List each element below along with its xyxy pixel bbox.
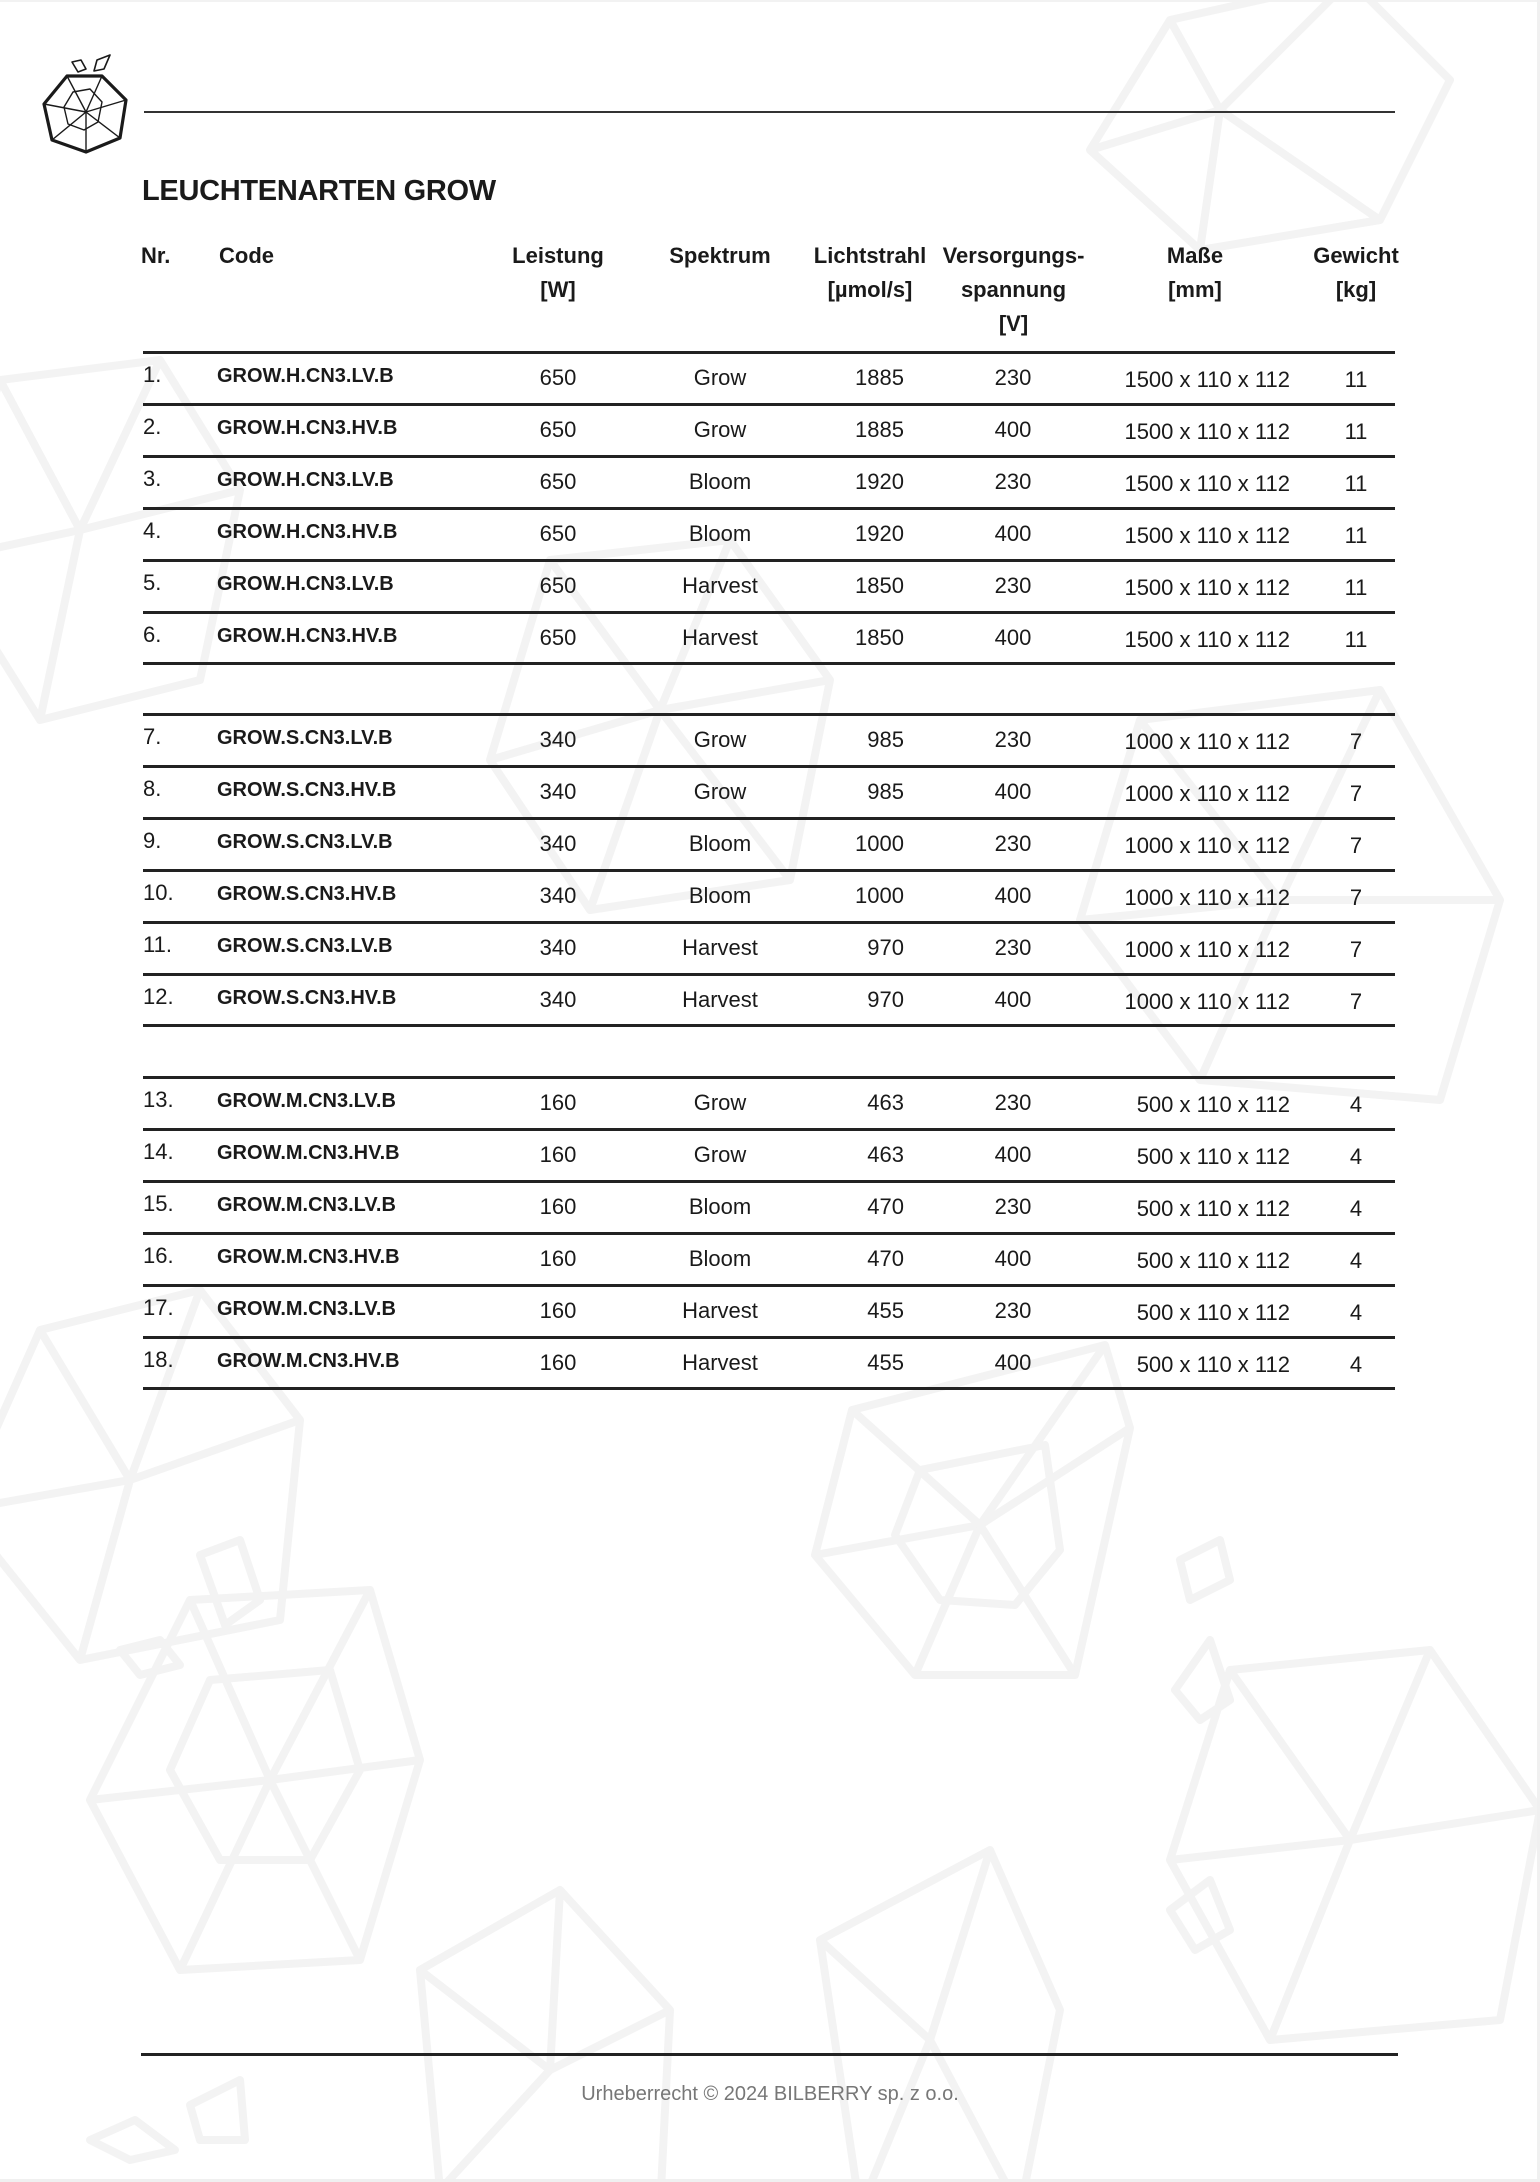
cell-lichtstrahl: 970	[867, 934, 904, 960]
row-divider	[143, 817, 1395, 820]
row-divider	[143, 351, 1395, 354]
cell-code: GROW.H.CN3.HV.B	[217, 416, 398, 439]
cell-spektrum: Harvest	[682, 624, 758, 650]
cell-leistung: 340	[539, 727, 577, 752]
cell-leistung: 340	[539, 778, 577, 804]
cell-spektrum: Grow	[693, 778, 747, 804]
column-header-line: spannung	[960, 277, 1067, 302]
column-header-line: [kg]	[1335, 277, 1377, 302]
row-divider	[143, 921, 1395, 924]
cell-code: GROW.M.CN3.LV.B	[217, 1297, 396, 1320]
column-header-line: Nr.	[141, 243, 171, 268]
column-header-line: [µmol/s]	[827, 277, 913, 302]
cell-spannung: 400	[994, 778, 1032, 804]
cell-leistung: 160	[539, 1297, 577, 1323]
cell-code: GROW.M.CN3.HV.B	[217, 1245, 400, 1268]
cell-gewicht: 4	[1349, 1092, 1363, 1117]
cell-masse: 1000 x 110 x 112	[1124, 729, 1290, 754]
cell-code: GROW.M.CN3.LV.B	[217, 1090, 396, 1112]
row-divider	[143, 403, 1395, 406]
cell-spektrum: Bloom	[688, 1245, 752, 1271]
cell-nr: 16.	[143, 1242, 174, 1268]
cell-gewicht: 7	[1349, 780, 1363, 806]
cell-masse: 1500 x 110 x 112	[1124, 470, 1290, 496]
cell-spektrum: Grow	[693, 416, 747, 442]
row-divider	[143, 611, 1395, 614]
cell-spektrum: Bloom	[688, 830, 752, 856]
cell-spannung: 230	[994, 1193, 1032, 1219]
cell-spektrum: Harvest	[682, 1297, 758, 1323]
cell-lichtstrahl: 1885	[855, 365, 904, 390]
cell-nr: 18.	[143, 1346, 174, 1372]
cell-gewicht: 4	[1349, 1247, 1363, 1273]
cell-gewicht: 7	[1349, 884, 1363, 910]
cell-code: GROW.S.CN3.HV.B	[217, 986, 397, 1009]
cell-gewicht: 4	[1349, 1195, 1363, 1221]
cell-masse: 1500 x 110 x 112	[1124, 367, 1290, 392]
row-divider	[143, 1336, 1395, 1339]
cell-gewicht: 11	[1344, 470, 1368, 496]
page-title: LEUCHTENARTEN GROW	[142, 175, 496, 207]
cell-code: GROW.S.CN3.LV.B	[217, 727, 393, 749]
cell-spannung: 230	[994, 365, 1032, 390]
cell-spannung: 230	[994, 572, 1032, 598]
cell-masse: 1500 x 110 x 112	[1124, 626, 1290, 652]
cell-gewicht: 7	[1349, 988, 1363, 1014]
cell-code: GROW.H.CN3.HV.B	[217, 624, 398, 647]
footer-copyright: Urheberrecht © 2024 BILBERRY sp. z o.o.	[581, 2083, 959, 2105]
cell-leistung: 650	[539, 365, 577, 390]
column-header-code	[219, 239, 274, 273]
cell-leistung: 160	[539, 1245, 577, 1271]
cell-lichtstrahl: 985	[867, 778, 904, 804]
cell-leistung: 160	[539, 1141, 577, 1167]
column-header-masse	[1130, 239, 1260, 307]
cell-nr: 17.	[143, 1294, 174, 1320]
cell-lichtstrahl: 1000	[855, 830, 904, 856]
cell-masse: 1500 x 110 x 112	[1124, 418, 1290, 444]
cell-code: GROW.M.CN3.HV.B	[217, 1141, 400, 1164]
cell-spannung: 230	[994, 934, 1032, 960]
cell-gewicht: 4	[1349, 1299, 1363, 1325]
cell-gewicht: 7	[1349, 832, 1363, 858]
row-divider	[143, 973, 1395, 976]
cell-spektrum: Bloom	[688, 468, 752, 494]
cell-nr: 6.	[143, 621, 162, 647]
cell-masse: 500 x 110 x 112	[1136, 1092, 1290, 1117]
cell-masse: 1000 x 110 x 112	[1124, 988, 1290, 1014]
cell-spannung: 230	[994, 830, 1032, 856]
cell-lichtstrahl: 1850	[855, 624, 904, 650]
column-header-line: Versorgungs-	[942, 243, 1085, 268]
cell-code: GROW.H.CN3.LV.B	[217, 572, 394, 595]
cell-spannung: 230	[994, 1090, 1032, 1115]
cell-spektrum: Harvest	[682, 1349, 758, 1375]
cell-spannung: 400	[994, 1141, 1032, 1167]
cell-spannung: 400	[994, 416, 1032, 442]
cell-lichtstrahl: 455	[867, 1349, 904, 1375]
cell-nr: 15.	[143, 1190, 174, 1216]
cell-spektrum: Grow	[693, 365, 747, 390]
cell-code: GROW.M.CN3.HV.B	[217, 1349, 400, 1372]
cell-nr: 10.	[143, 879, 174, 905]
cell-masse: 500 x 110 x 112	[1136, 1351, 1290, 1377]
cell-gewicht: 11	[1344, 574, 1368, 600]
cell-code: GROW.S.CN3.LV.B	[217, 934, 393, 957]
cell-masse: 500 x 110 x 112	[1136, 1195, 1290, 1221]
cell-leistung: 650	[539, 468, 577, 494]
cell-gewicht: 11	[1344, 626, 1368, 652]
cell-nr: 4.	[143, 517, 162, 543]
cell-spektrum: Bloom	[688, 520, 752, 546]
cell-masse: 500 x 110 x 112	[1136, 1247, 1290, 1273]
cell-masse: 1500 x 110 x 112	[1124, 574, 1290, 600]
column-header-line: Lichtstrahl	[813, 243, 927, 268]
cell-gewicht: 4	[1349, 1351, 1363, 1377]
cell-leistung: 160	[539, 1193, 577, 1219]
cell-nr: 12.	[143, 983, 174, 1009]
cell-spektrum: Bloom	[688, 882, 752, 908]
cell-code: GROW.S.CN3.HV.B	[217, 778, 397, 801]
cell-spannung: 230	[994, 727, 1032, 752]
cell-leistung: 650	[539, 520, 577, 546]
cell-code: GROW.S.CN3.LV.B	[217, 830, 393, 853]
cell-leistung: 650	[539, 416, 577, 442]
column-header-leistung	[496, 239, 620, 307]
cell-lichtstrahl: 470	[867, 1245, 904, 1271]
cell-lichtstrahl: 463	[867, 1090, 904, 1115]
column-header-line: Leistung	[512, 243, 604, 268]
cell-code: GROW.H.CN3.LV.B	[217, 365, 394, 387]
cell-spannung: 400	[994, 624, 1032, 650]
row-divider	[143, 1076, 1395, 1079]
cell-nr: 5.	[143, 569, 162, 595]
row-divider	[143, 1232, 1395, 1235]
cell-spannung: 230	[994, 1297, 1032, 1323]
cell-nr: 2.	[143, 413, 162, 439]
cell-leistung: 340	[539, 882, 577, 908]
row-divider	[143, 1387, 1395, 1390]
column-header-spektrum	[650, 239, 790, 273]
header-divider	[144, 111, 1395, 113]
cell-nr: 13.	[143, 1087, 174, 1112]
row-divider	[143, 713, 1395, 716]
cell-masse: 500 x 110 x 112	[1136, 1299, 1290, 1325]
column-header-lichtstrahl	[805, 239, 935, 307]
cell-leistung: 340	[539, 830, 577, 856]
cell-leistung: 160	[539, 1090, 577, 1115]
cell-gewicht: 4	[1349, 1143, 1363, 1169]
cell-leistung: 340	[539, 986, 577, 1012]
cell-lichtstrahl: 1000	[855, 882, 904, 908]
cell-spektrum: Grow	[693, 1141, 747, 1167]
row-divider	[143, 507, 1395, 510]
cell-nr: 11.	[143, 931, 172, 957]
cell-nr: 14.	[143, 1138, 174, 1164]
cell-spannung: 400	[994, 520, 1032, 546]
cell-nr: 9.	[143, 827, 162, 853]
cell-spektrum: Harvest	[682, 934, 758, 960]
cell-nr: 3.	[143, 465, 162, 491]
cell-gewicht: 7	[1349, 729, 1363, 754]
cell-leistung: 650	[539, 624, 577, 650]
cell-masse: 1000 x 110 x 112	[1124, 884, 1290, 910]
cell-spektrum: Harvest	[682, 986, 758, 1012]
cell-gewicht: 11	[1344, 418, 1368, 444]
cell-spannung: 400	[994, 1245, 1032, 1271]
row-divider	[143, 765, 1395, 768]
cell-gewicht: 7	[1349, 936, 1363, 962]
cell-lichtstrahl: 1920	[855, 520, 904, 546]
column-header-line: Gewicht	[1313, 243, 1399, 268]
cell-nr: 8.	[143, 775, 162, 801]
cell-lichtstrahl: 470	[867, 1193, 904, 1219]
row-divider	[143, 1024, 1395, 1027]
cell-spannung: 230	[994, 468, 1032, 494]
cell-lichtstrahl: 985	[867, 727, 904, 752]
cell-leistung: 650	[539, 572, 577, 598]
cell-masse: 1000 x 110 x 112	[1124, 832, 1290, 858]
cell-leistung: 160	[539, 1349, 577, 1375]
column-header-line: Maße	[1166, 243, 1224, 268]
cell-spektrum: Grow	[693, 1090, 747, 1115]
cell-nr: 1.	[143, 362, 162, 387]
cell-code: GROW.M.CN3.LV.B	[217, 1193, 396, 1216]
cell-masse: 1000 x 110 x 112	[1124, 780, 1290, 806]
column-header-nr	[141, 239, 170, 273]
cell-spektrum: Bloom	[688, 1193, 752, 1219]
cell-masse: 1500 x 110 x 112	[1124, 522, 1290, 548]
cell-spektrum: Harvest	[682, 572, 758, 598]
cell-code: GROW.S.CN3.HV.B	[217, 882, 397, 905]
cell-masse: 1000 x 110 x 112	[1124, 936, 1290, 962]
column-header-line: [W]	[540, 277, 576, 302]
row-divider	[143, 1284, 1395, 1287]
cell-gewicht: 11	[1344, 522, 1368, 548]
cell-lichtstrahl: 1920	[855, 468, 904, 494]
cell-nr: 7.	[143, 724, 162, 749]
cell-lichtstrahl: 1885	[855, 416, 904, 442]
row-divider	[143, 1128, 1395, 1131]
row-divider	[143, 559, 1395, 562]
column-header-spannung	[941, 239, 1086, 341]
footer-divider	[141, 2053, 1398, 2056]
column-header-line: Spektrum	[669, 243, 771, 268]
cell-leistung: 340	[539, 934, 577, 960]
cell-spannung: 400	[994, 986, 1032, 1012]
cell-lichtstrahl: 455	[867, 1297, 904, 1323]
cell-spannung: 400	[994, 882, 1032, 908]
column-header-line: [mm]	[1168, 277, 1222, 302]
row-divider	[143, 869, 1395, 872]
cell-lichtstrahl: 970	[867, 986, 904, 1012]
cell-code: GROW.H.CN3.HV.B	[217, 520, 398, 543]
cell-lichtstrahl: 463	[867, 1141, 904, 1167]
column-header-gewicht	[1300, 239, 1412, 307]
cell-spektrum: Grow	[693, 727, 747, 752]
cell-lichtstrahl: 1850	[855, 572, 904, 598]
cell-spannung: 400	[994, 1349, 1032, 1375]
bilberry-logo-icon	[40, 52, 130, 157]
column-header-line: Code	[219, 243, 274, 268]
cell-code: GROW.H.CN3.LV.B	[217, 468, 394, 491]
cell-gewicht: 11	[1344, 367, 1368, 392]
row-divider	[143, 455, 1395, 458]
cell-masse: 500 x 110 x 112	[1136, 1143, 1290, 1169]
column-header-line: [V]	[998, 311, 1029, 336]
row-divider	[143, 662, 1395, 665]
row-divider	[143, 1180, 1395, 1183]
